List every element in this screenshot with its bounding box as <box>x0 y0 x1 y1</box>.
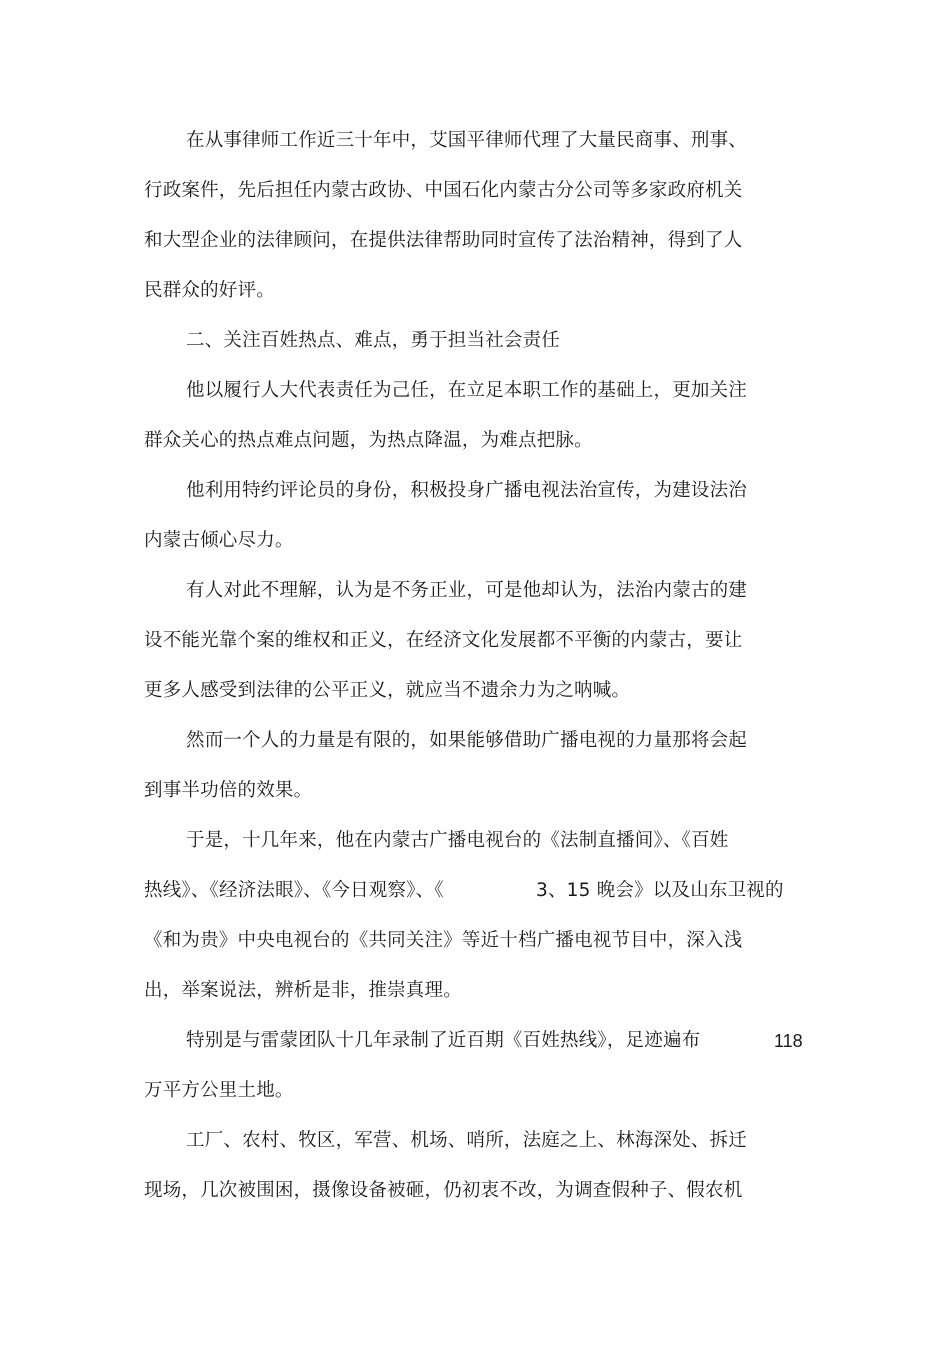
paragraph-line: 群众关心的热点难点问题，为热点降温，为难点把脉。 <box>144 430 593 451</box>
paragraph-line-continuation: 3、15 晚会》以及山东卫视的 <box>536 880 784 901</box>
paragraph-line: 万平方公里土地。 <box>144 1080 294 1101</box>
paragraph-line: 热线》、《经济法眼》、《今日观察》、《 <box>144 880 444 901</box>
paragraph-line: 在从事律师工作近三十年中，艾国平律师代理了大量民商事、刑事、 <box>186 130 748 151</box>
paragraph-line: 更多人感受到法律的公平正义，就应当不遗余力为之呐喊。 <box>144 680 631 701</box>
paragraph-line: 特别是与雷蒙团队十几年录制了近百期《百姓热线》，足迹遍布 <box>186 1030 701 1051</box>
paragraph-line: 出，举案说法，辨析是非，推崇真理。 <box>144 980 462 1001</box>
paragraph-line: 于是，十几年来，他在内蒙古广播电视台的《法制直播间》、《百姓 <box>186 830 729 851</box>
paragraph-line: 民群众的好评。 <box>144 280 275 301</box>
paragraph-line: 《和为贵》中央电视台的《共同关注》等近十档广播电视节目中，深入浅 <box>144 930 743 951</box>
paragraph-line: 设不能光靠个案的维权和正义，在经济文化发展都不平衡的内蒙古，要让 <box>144 630 743 651</box>
paragraph-line: 现场，几次被围困，摄像设备被砸，仍初衷不改，为调查假种子、假农机 <box>144 1180 743 1201</box>
paragraph-line: 他以履行人大代表责任为己任，在立足本职工作的基础上，更加关注 <box>186 380 748 401</box>
paragraph-line: 然而一个人的力量是有限的，如果能够借助广播电视的力量那将会起 <box>186 730 748 751</box>
paragraph-line: 和大型企业的法律顾问，在提供法律帮助同时宣传了法治精神，得到了人 <box>144 230 743 251</box>
paragraph-line: 有人对此不理解，认为是不务正业，可是他却认为，法治内蒙古的建 <box>186 580 748 601</box>
section-heading: 二、关注百姓热点、难点，勇于担当社会责任 <box>186 330 561 351</box>
paragraph-line: 工厂、农村、牧区，军营、机场、哨所，法庭之上、林海深处、拆迁 <box>186 1130 748 1151</box>
paragraph-line: 行政案件，先后担任内蒙古政协、中国石化内蒙古分公司等多家政府机关 <box>144 180 743 201</box>
paragraph-line: 到事半功倍的效果。 <box>144 780 313 801</box>
number-118: 118 <box>774 1031 803 1051</box>
paragraph-line: 内蒙古倾心尽力。 <box>144 530 294 551</box>
paragraph-line: 他利用特约评论员的身份，积极投身广播电视法治宣传，为建设法治 <box>186 480 748 501</box>
